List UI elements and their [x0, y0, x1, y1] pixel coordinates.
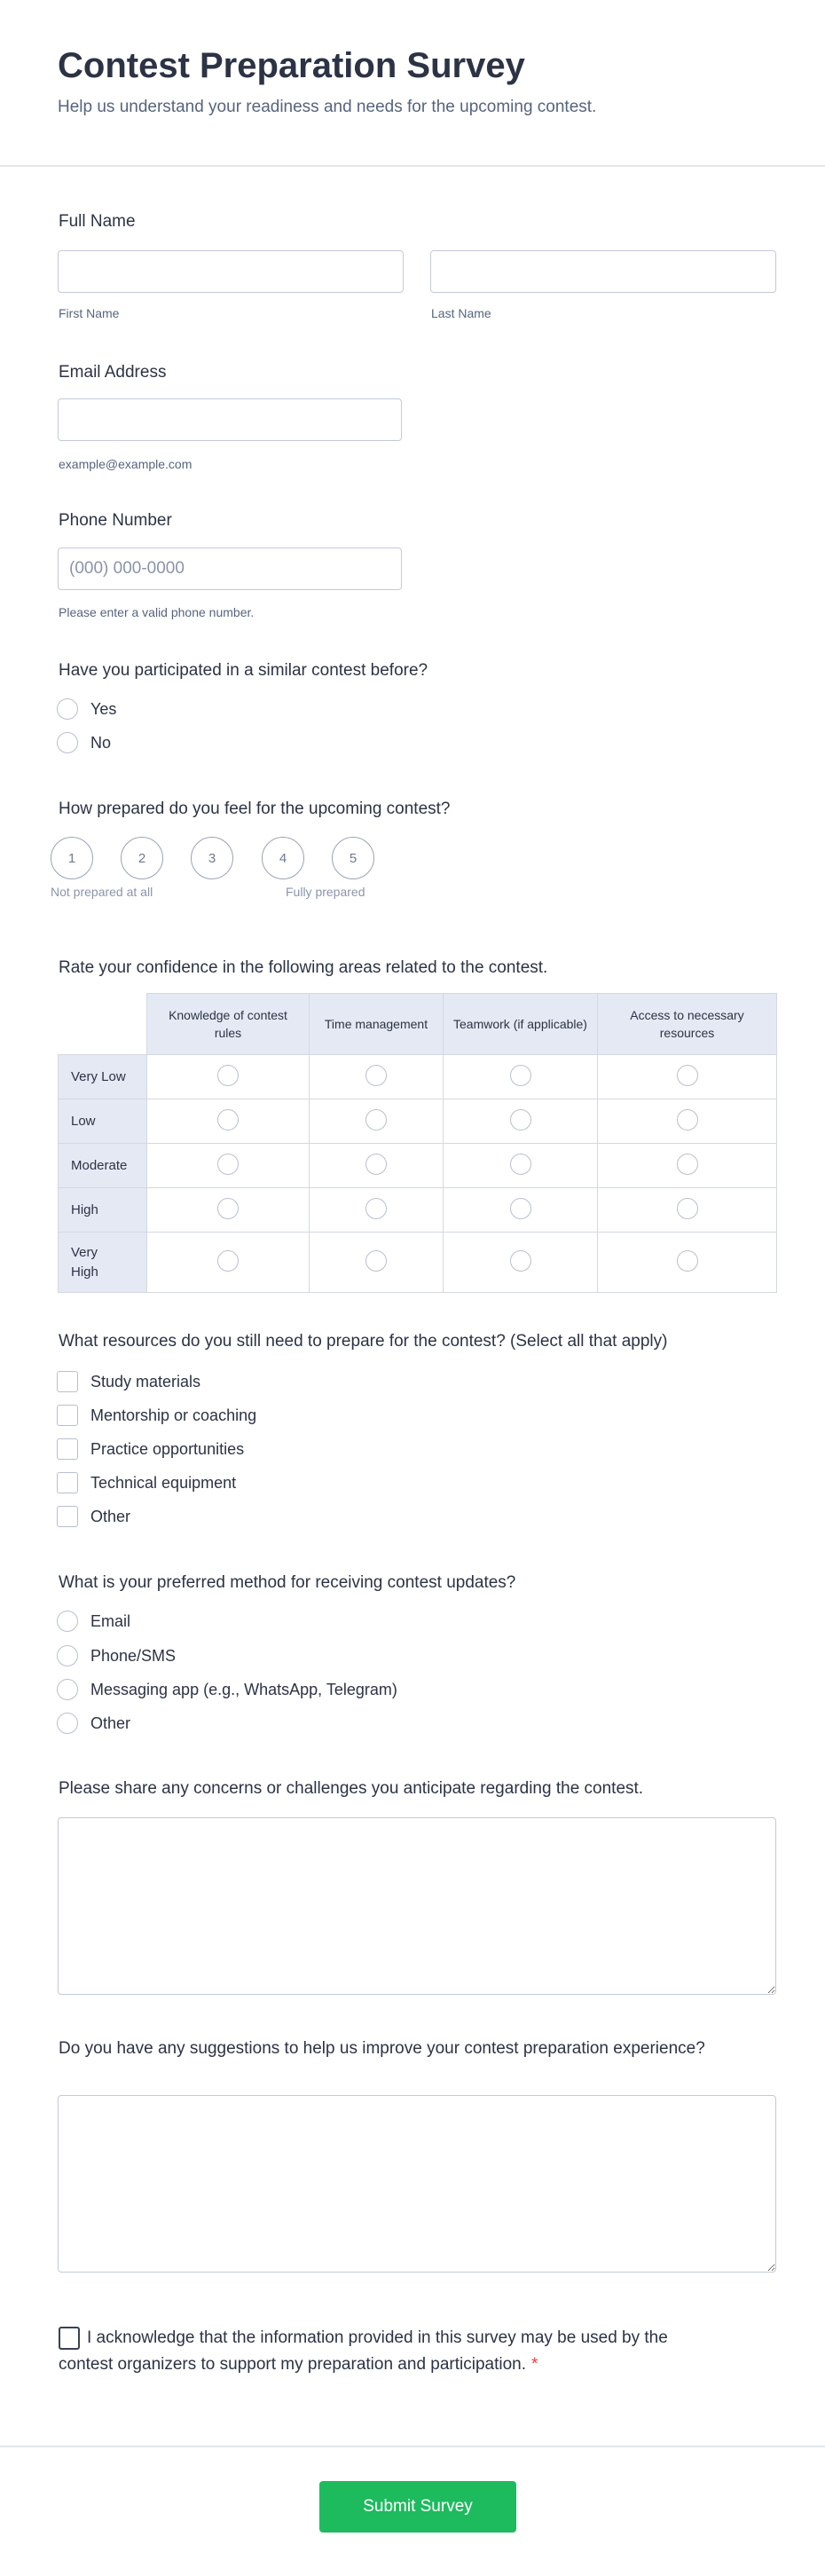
option-label: No — [90, 733, 112, 752]
option-label: Technical equipment — [90, 1473, 237, 1492]
method-option[interactable] — [57, 1610, 130, 1633]
method-option[interactable] — [57, 1678, 397, 1701]
scale-max-label: Fully prepared — [286, 885, 365, 899]
full-name-label: Full Name — [59, 212, 136, 231]
matrix-radio[interactable] — [217, 1154, 239, 1175]
scale-option-1[interactable]: 1 — [51, 837, 93, 879]
method-question: What is your preferred method for receiving contest updates? — [59, 1573, 516, 1592]
confidence-question: Rate your confidence in the following areas related to the contest. — [59, 958, 548, 977]
resources-option[interactable] — [57, 1438, 244, 1461]
matrix-radio[interactable] — [217, 1109, 239, 1130]
participated-option-no[interactable] — [57, 731, 111, 754]
matrix-column-header: Teamwork (if applicable) — [444, 994, 598, 1055]
matrix-row — [59, 1099, 777, 1144]
resources-option[interactable] — [57, 1505, 130, 1528]
resources-question: What resources do you still need to prepare for the contest? (Select all that apply) — [59, 1332, 668, 1351]
header-divider — [0, 165, 825, 167]
last-name-sublabel: Last Name — [431, 306, 491, 320]
radio-button[interactable] — [57, 1611, 78, 1632]
page-subtitle: Help us understand your readiness and needs for the upcoming contest. — [58, 98, 597, 116]
resources-option[interactable] — [57, 1404, 256, 1427]
email-label: Email Address — [59, 363, 167, 382]
matrix-row-label: Very High — [59, 1233, 147, 1293]
resources-option[interactable] — [57, 1471, 236, 1494]
matrix-radio[interactable] — [510, 1109, 531, 1130]
option-label: Mentorship or coaching — [90, 1406, 257, 1424]
matrix-radio[interactable] — [677, 1065, 698, 1086]
matrix-radio[interactable] — [217, 1065, 239, 1086]
matrix-radio[interactable] — [510, 1154, 531, 1175]
matrix-row-label: Moderate — [59, 1144, 147, 1188]
phone-label: Phone Number — [59, 511, 172, 530]
matrix-row-label: Very Low — [59, 1055, 147, 1099]
matrix-radio[interactable] — [677, 1250, 698, 1272]
required-mark: * — [531, 2355, 538, 2374]
suggestions-textarea[interactable] — [58, 2095, 776, 2273]
matrix-column-header: Access to necessary resources — [598, 994, 777, 1055]
matrix-radio[interactable] — [510, 1065, 531, 1086]
scale-option-2[interactable]: 2 — [121, 837, 163, 879]
matrix-corner — [59, 994, 147, 1055]
option-label: Study materials — [90, 1372, 201, 1390]
scale-option-4[interactable]: 4 — [262, 837, 304, 879]
last-name-input[interactable] — [430, 250, 776, 293]
phone-helper: Please enter a valid phone number. — [59, 605, 255, 619]
email-input[interactable] — [58, 398, 402, 441]
first-name-input[interactable] — [58, 250, 404, 293]
option-label: Messaging app (e.g., WhatsApp, Telegram) — [90, 1680, 397, 1698]
page-title: Contest Preparation Survey — [58, 46, 525, 85]
matrix-row — [59, 1188, 777, 1233]
acknowledge-text: I acknowledge that the information provided in this survey may be used by the contest organizers to support my preparation and participation. — [59, 2328, 668, 2374]
radio-button[interactable] — [57, 732, 78, 753]
confidence-matrix — [58, 993, 777, 1293]
matrix-row-label: Low — [59, 1099, 147, 1144]
acknowledge-field — [59, 2325, 715, 2378]
submit-button[interactable]: Submit Survey — [319, 2481, 516, 2533]
participated-question: Have you participated in a similar contest before? — [59, 661, 428, 680]
matrix-radio[interactable] — [217, 1250, 239, 1272]
suggestions-question: Do you have any suggestions to help us improve your contest preparation experience? — [59, 2039, 705, 2058]
matrix-radio[interactable] — [677, 1198, 698, 1219]
matrix-radio[interactable] — [365, 1065, 387, 1086]
first-name-sublabel: First Name — [59, 306, 120, 320]
matrix-radio[interactable] — [677, 1109, 698, 1130]
matrix-column-header: Knowledge of contest rules — [147, 994, 310, 1055]
checkbox[interactable] — [57, 1405, 78, 1426]
option-label: Email — [90, 1611, 131, 1630]
checkbox[interactable] — [57, 1438, 78, 1460]
radio-button[interactable] — [57, 1645, 78, 1666]
matrix-column-header: Time management — [310, 994, 444, 1055]
scale-min-label: Not prepared at all — [51, 885, 153, 899]
method-option[interactable] — [57, 1712, 130, 1735]
method-option[interactable] — [57, 1644, 176, 1667]
radio-button[interactable] — [57, 698, 78, 720]
option-label: Practice opportunities — [90, 1439, 245, 1458]
radio-button[interactable] — [57, 1713, 78, 1734]
checkbox[interactable] — [57, 1472, 78, 1493]
matrix-radio[interactable] — [217, 1198, 239, 1219]
option-label: Other — [90, 1507, 131, 1525]
matrix-radio[interactable] — [365, 1198, 387, 1219]
checkbox[interactable] — [57, 1506, 78, 1527]
concerns-textarea[interactable] — [58, 1817, 776, 1995]
matrix-radio[interactable] — [365, 1250, 387, 1272]
checkbox[interactable] — [57, 1371, 78, 1392]
matrix-radio[interactable] — [677, 1154, 698, 1175]
resources-option[interactable] — [57, 1370, 200, 1393]
option-label: Yes — [90, 699, 117, 718]
matrix-radio[interactable] — [365, 1109, 387, 1130]
radio-button[interactable] — [57, 1679, 78, 1700]
matrix-row-label: High — [59, 1188, 147, 1233]
option-label: Other — [90, 1713, 131, 1732]
concerns-question: Please share any concerns or challenges you anticipate regarding the contest. — [59, 1779, 644, 1798]
matrix-row — [59, 1233, 777, 1293]
matrix-row — [59, 1055, 777, 1099]
email-helper: example@example.com — [59, 457, 192, 471]
scale-option-3[interactable]: 3 — [191, 837, 233, 879]
prepared-question: How prepared do you feel for the upcoming contest? — [59, 800, 451, 818]
matrix-radio[interactable] — [510, 1198, 531, 1219]
participated-option-yes[interactable] — [57, 697, 116, 721]
option-label: Phone/SMS — [90, 1646, 177, 1665]
scale-option-5[interactable]: 5 — [332, 837, 374, 879]
matrix-row — [59, 1144, 777, 1188]
matrix-radio[interactable] — [510, 1250, 531, 1272]
matrix-radio[interactable] — [365, 1154, 387, 1175]
footer-divider — [0, 2446, 825, 2447]
phone-input[interactable] — [58, 547, 402, 590]
acknowledge-checkbox[interactable] — [59, 2327, 80, 2350]
